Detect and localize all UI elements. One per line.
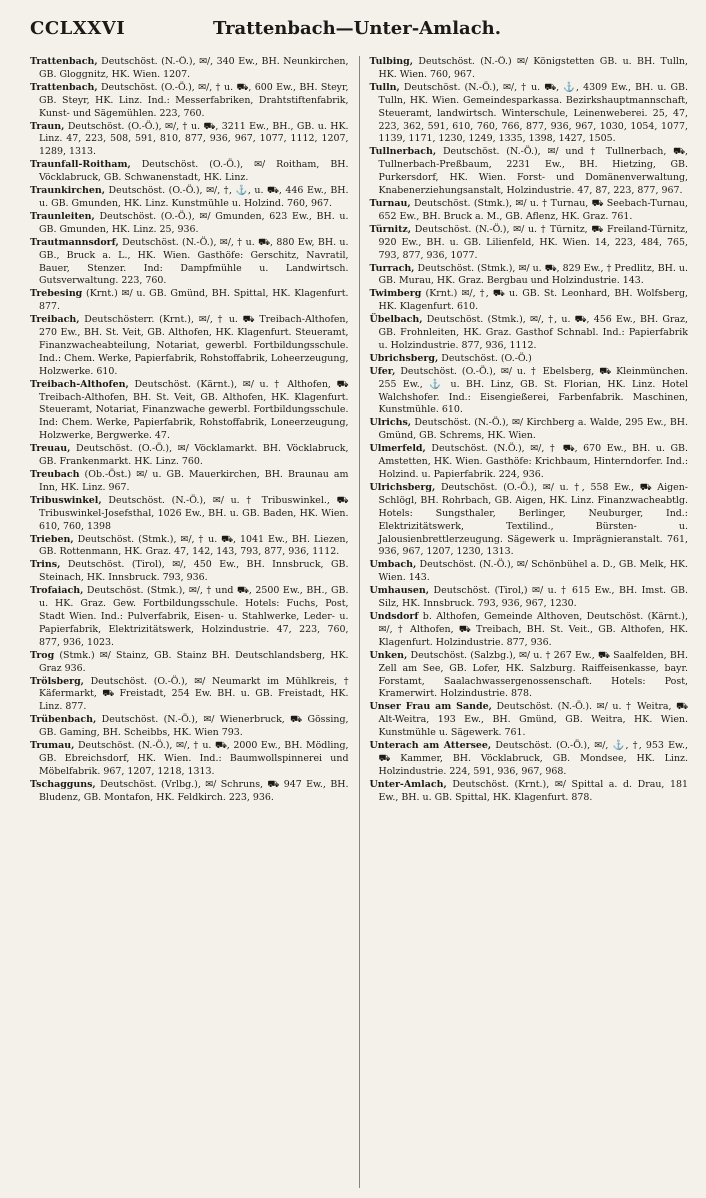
entry-headword: Ufer,: [369, 365, 396, 377]
entry-text: (Krnt.) ✉/, †, ⛟ u. GB. St. Leonhard, BH. Wolfsberg, HK. Klagenfurt. 610.: [378, 288, 688, 313]
directory-entry: [370, 353, 689, 366]
entry-headword: Tribuswinkel,: [30, 494, 102, 506]
entry-headword: Treibach-Althofen,: [30, 378, 129, 390]
entry-text: Deutschöst. (Vrlbg.), ✉/ Schruns, ⛟ 947 Ew., BH. Bludenz, GB. Montafon, HK. Feldkirch. 223, 936.: [39, 778, 349, 803]
entry-text: Deutschöst. (N.-Ö.), ✉/ und † Tullnerbach, ⛟, Tullnerbach-Preßbaum, 2231 Ew., BH. Hietzing, GB. Purkersdorf, HK. Wien. Forst- und Domänenverwaltung, Knabenerziehungsanstalt, Holzindustrie. 47, 87, 223, 877, 967.: [378, 146, 688, 197]
entry-headword: Trautmannsdorf,: [30, 236, 119, 248]
directory-entry: [30, 379, 349, 444]
entry-text: Deutschösterr. (Krnt.), ✉/, † u. ⛟ Treibach-Althofen, 270 Ew., BH. St. Veit, GB. Althofen, HK. Klagenfurt. Steueramt, Finanzwacheabteilung, Notariat, gewerbl. Fortbildungsschule. Ind.: Chem. Werke, Papierfabrik, Rohstoffabrik, Loheerzeugung, Holzwerke. 610.: [39, 314, 349, 377]
entry-text: Deutschöst. (O.-Ö.): [438, 352, 532, 364]
directory-entry: [370, 417, 689, 443]
entry-text: Deutschöst. (O.-Ö.), ✉/ Gmunden, 623 Ew., BH. u. GB. Gmunden, HK. Linz. 25, 936.: [39, 210, 349, 235]
directory-entry: [370, 740, 689, 779]
entry-headword: Traun,: [30, 120, 65, 132]
directory-entry: [370, 198, 689, 224]
directory-entry: [370, 779, 689, 805]
entry-text: Deutschöst. (N.-Ö.), ✉/ Schönbühel a. D., GB. Melk, HK. Wien. 143.: [378, 559, 688, 584]
entry-text: Deutschöst. (Tirol,) ✉/ u. † 615 Ew., BH. Imst. GB. Silz, HK. Innsbruck. 793, 936, 967, 1230.: [378, 585, 688, 610]
directory-entry: [370, 263, 689, 289]
directory-entry: [370, 611, 689, 650]
entry-text: Deutschöst. (O.-Ö.), ✉/, ⚓, †, 953 Ew., ⛟ Kammer, BH. Vöcklabruck, GB. Mondsee, HK. Linz. Holzindustrie. 224, 591, 936, 967, 968.: [378, 740, 688, 777]
directory-entry: [30, 740, 349, 779]
column-divider: [359, 56, 360, 1188]
left-column: [30, 56, 359, 1188]
entry-text: Deutschöst. (N.-Ö.), ✉/, 340 Ew., BH. Neunkirchen, GB. Gloggnitz, HK. Wien. 1207.: [39, 56, 349, 80]
directory-entry: [30, 185, 349, 211]
directory-entry: [30, 676, 349, 715]
entry-text: Deutschöst. (N.-Ö.), ✉/, † u. ⛟, 880 Ew, BH. u. GB., Bruck a. L., HK. Wien. Gasthöfe: Gerschitz, Navratil, Bauer, Stenzer. Ind: Dampfmühle u. Landwirtsch. Gutsverwaltung. 223, 760.: [39, 236, 349, 287]
entry-text: (Krnt.) ✉/ u. GB. Gmünd, BH. Spittal, HK. Klagenfurt. 877.: [39, 288, 349, 313]
directory-entry: [370, 366, 689, 418]
entry-headword: Tulln,: [369, 81, 400, 93]
entry-headword: Traunfall-Roitham,: [30, 159, 131, 171]
entry-headword: Treibach,: [30, 314, 80, 326]
entry-text: Deutschöst. (Stmk.), ✉/ u. † Turnau, ⛟ Seebach-Turnau, 652 Ew., BH. Bruck a. M., GB. Aflenz, HK. Graz. 761.: [378, 197, 688, 222]
directory-entry: [370, 559, 689, 585]
directory-entry: [30, 779, 349, 805]
directory-entry: [370, 314, 689, 353]
entry-headword: Ubrichsberg,: [369, 352, 439, 364]
directory-entry: [30, 495, 349, 534]
page-header: [30, 10, 684, 46]
entry-headword: Unken,: [369, 649, 408, 661]
entry-headword: Tschagguns,: [30, 778, 96, 790]
entry-text: Deutschöst. (Stmk.), ✉/, † und ⛟, 2500 Ew., BH., GB. u. HK. Graz. Gew. Fortbildungsschule. Hotels: Fuchs, Post, Stadt Wien. Ind.: Pulverfabrik, Eisen- u. Stahlwerke, Leder- u. Papierfabrik, Elektrizitätswerk, Holzindustrie. 47, 223, 760, 877, 936, 1023.: [39, 585, 349, 648]
entry-text: Deutschöst. (Tirol), ✉/, 450 Ew., BH. Innsbruck, GB. Steinach, HK. Innsbruck. 793, 936.: [39, 559, 349, 584]
directory-entry: [370, 650, 689, 702]
entry-headword: Treuau,: [30, 443, 71, 455]
entry-text: Deutschöst. (N.-Ö.). ✉/ u. † Weitra, ⛟ Alt-Weitra, 193 Ew., BH. Gmünd, GB. Weitra, HK. Wien. Kunstmühle u. Sägewerk. 761.: [378, 701, 688, 739]
directory-entry: [370, 56, 689, 82]
entry-headword: Trölsberg,: [30, 675, 84, 687]
entry-text: Deutschöst. (N.Ö.), ✉/, † ⛟, 670 Ew., BH. u. GB. Amstetten, HK. Wien. Gasthöfe: Krichbaum, Hinterndorfer. Ind.: Holzind. u. Papierfabrik. 224, 936.: [378, 443, 688, 480]
directory-entry: [370, 443, 689, 482]
entry-headword: Trieben,: [30, 533, 74, 545]
entry-headword: Trattenbach,: [30, 81, 98, 93]
entry-headword: Traunleiten,: [30, 210, 95, 222]
entry-text: Deutschöst. (N.-Ö.), ✉/ u. † Türnitz, ⛟ Freiland-Türnitz, 920 Ew., BH. u. GB. Lilienfeld, HK. Wien. 14, 223, 484, 765, 793, 877, 936, 1077.: [378, 223, 688, 261]
entry-headword: Trog: [30, 649, 55, 661]
entry-text: Deutschöst. (Kärnt.), ✉/ u. † Althofen, ⛟ Treibach-Althofen, BH. St. Veit, GB. Althofen, HK. Klagenfurt. Steueramt, Notariat, Finanzwache gewerbl. Fortbildungsschule. Ind: Chem. Werke, Papierfabrik, Rohstoffabrik, Loneerzeugung, Holzwerke, Bergwerke. 47.: [39, 378, 349, 442]
entry-headword: Übelbach,: [369, 314, 423, 326]
entry-headword: Tulbing,: [369, 56, 414, 67]
right-column: [360, 56, 689, 1188]
entry-text: Deutschöst. (O.-Ö.), ✉/, † u. ⛟, 600 Ew., BH. Steyr, GB. Steyr, HK. Linz. Ind.: Messerfabriken, Drahtstiftenfabrik, Kunst- und Sägemühlen. 223, 760.: [39, 81, 349, 119]
entry-text: (Ob.-Öst.) ✉/ u. GB. Mauerkirchen, BH. Braunau am Inn, HK. Linz. 967.: [39, 469, 349, 493]
directory-entry: [30, 559, 349, 585]
directory-entry: [370, 146, 689, 198]
directory-entry: [370, 82, 689, 147]
directory-entry: [370, 585, 689, 611]
entry-text: Deutschöst. (N.-Ö.) ✉/ Königstetten GB. u. BH. Tulln, HK. Wien. 760, 967.: [378, 56, 688, 80]
entry-headword: Türnitz,: [369, 223, 412, 235]
entry-headword: Umbach,: [369, 559, 417, 571]
directory-entry: [370, 701, 689, 740]
directory-entry: [30, 469, 349, 495]
directory-entry: [30, 585, 349, 650]
entry-text: Deutschöst. (Krnt.), ✉/ Spittal a. d. Drau, 181 Ew., BH. u. GB. Spittal, HK. Klagenfurt. 878.: [378, 778, 688, 803]
directory-entry: [30, 650, 349, 676]
entry-headword: Traunkirchen,: [30, 185, 106, 197]
directory-entry: [30, 288, 349, 314]
directory-entry: [370, 224, 689, 263]
entry-headword: Trumau,: [30, 740, 75, 752]
page-number: CCLXXVI: [30, 18, 126, 39]
entry-text: Deutschöst. (Stmk.), ✉/ u. ⛟, 829 Ew., † Predlitz, BH. u. GB. Murau, HK. Graz. Bergbau und Holzindustrie. 143.: [378, 262, 688, 287]
directory-entry: [370, 288, 689, 314]
entry-headword: Umhausen,: [369, 585, 430, 597]
directory-entry: [370, 482, 689, 559]
entry-text: Deutschöst. (Salzbg.), ✉/ u. † 267 Ew., ⛟ Saalfelden, BH. Zell am See, GB. Lofer, HK. Salzburg. Raiffeisenkasse, bayr. Forstamt, Saalachwassergenossenschaft. Hotels: Post, Kramerwirt. Holzindustrie. 878.: [378, 649, 688, 700]
directory-entry: [30, 211, 349, 237]
directory-entry: [30, 714, 349, 740]
entry-text: (Stmk.) ✉/ Stainz, GB. Stainz BH. Deutschlandsberg, HK. Graz 936.: [39, 649, 349, 674]
directory-entry: [30, 443, 349, 469]
entry-text: Deutschöst. (O.-Ö.), ✉/ Roitham, BH. Vöcklabruck, GB. Schwanenstadt, HK. Linz.: [39, 159, 349, 184]
directory-entry: [30, 56, 349, 82]
entry-headword: Turnau,: [369, 197, 411, 209]
entry-headword: Ulrichs,: [369, 417, 412, 429]
columns: [30, 56, 688, 1188]
entry-headword: Trofaiach,: [30, 585, 84, 597]
entry-headword: Twimberg: [369, 288, 422, 300]
entry-headword: Unter-Amlach,: [369, 778, 447, 790]
entry-headword: Unterach am Attersee,: [369, 740, 492, 752]
entry-headword: Undsdorf: [369, 610, 419, 622]
entry-headword: Treubach: [30, 469, 80, 480]
directory-entry: [30, 82, 349, 121]
entry-headword: Turrach,: [369, 262, 415, 274]
directory-entry: [30, 314, 349, 379]
entry-text: Deutschöst. (N.-Ö.), ✉/ Wienerbruck, ⛟ Gössing, GB. Gaming, BH. Scheibbs, HK. Wien 793.: [39, 714, 349, 739]
entry-text: Deutschöst. (O.-Ö.), ✉/ u. †, 558 Ew., ⛟ Aigen-Schlögl, BH. Rohrbach, GB. Aigen, HK. Linz. Finanzwacheabtlg. Hotels: Sungsthaler, Berlinger, Neuburger, Ind.: Elektrizitätswerk, Textilind., Bürsten- u. Jalousienbrettlerzeugung. Sägewerk u. Imprägnieranstalt. 761, 936, 967, 1207, 1230, 1313.: [378, 481, 688, 558]
entry-text: Deutschöst. (O.-Ö.), ✉/ u. † Ebelsberg, ⛟ Kleinmünchen. 255 Ew., ⚓ u. BH. Linz, GB. St. Florian, HK. Linz. Hotel Walchshofer. Ind.: Eisengießerei, Farbenfabrik. Maschinen, Kunstmühle. 610.: [378, 365, 688, 416]
entry-text: Deutschöst. (N.-Ö.), ✉/, † u. ⛟, 2000 Ew., BH. Mödling, GB. Ebreichsdorf, HK. Wien. Ind.: Baumwollspinnerei und Möbelfabrik. 967, 1207, 1218, 1313.: [39, 740, 349, 777]
entry-headword: Unser Frau am Sande,: [369, 701, 492, 713]
entry-text: Deutschöst. (N.-Ö.), ✉/ Kirchberg a. Walde, 295 Ew., BH. Gmünd, GB. Schrems, HK. Wien.: [378, 417, 688, 442]
entry-headword: Trattenbach,: [30, 56, 98, 67]
directory-entry: [30, 159, 349, 185]
entry-headword: Tullnerbach,: [369, 146, 437, 158]
directory-entry: [30, 237, 349, 289]
entry-text: b. Althofen, Gemeinde Althoven, Deutschöst. (Kärnt.), ✉/, † Althofen, ⛟ Treibach, BH. St. Veit., GB. Althofen, HK. Klagenfurt. Holzindustrie. 877, 936.: [378, 610, 688, 648]
entry-text: Deutschöst. (Stmk.), ✉/, †, u. ⛟, 456 Ew., BH. Graz, GB. Frohnleiten, HK. Graz. Gasthof Schnabl. Ind.: Papierfabrik u. Holzindustrie. 877, 936, 1112.: [378, 314, 688, 351]
entry-text: Deutschöst. (Stmk.), ✉/, † u. ⛟, 1041 Ew., BH. Liezen, GB. Rottenmann, HK. Graz. 47, 142, 143, 793, 877, 936, 1112.: [39, 533, 349, 558]
entry-headword: Ulrichsberg,: [369, 481, 436, 493]
entry-text: Deutschöst. (O.-Ö.), ✉/, † u. ⛟, 3211 Ew., BH., GB. u. HK. Linz. 47, 223, 508, 591, 810, 877, 936, 967, 1077, 1112, 1207, 1289, 1313.: [39, 120, 349, 158]
entry-headword: Trübenbach,: [30, 714, 97, 726]
directory-entry: [30, 534, 349, 560]
entry-text: Deutschöst. (N.-Ö.), ✉/, † u. ⛟, ⚓, 4309 Ew., BH. u. GB. Tulln, HK. Wien. Gemeindesparkassa. Bezirkshauptmannschaft, Steueramt, landwirtsch. Winterschule, Leinenweberei. 25, 47, 223, 362, 591, 610, 760, 766, 877, 936, 967, 1030, 1054, 1077, 1139, 1171, 1230, 1249, 1335, 1398, 1427, 1505.: [378, 81, 688, 145]
entry-text: Deutschöst. (N.-Ö.), ✉/ u. † Tribuswinkel., ⛟ Tribuswinkel-Josefsthal, 1026 Ew., BH. u. GB. Baden, HK. Wien. 610, 760, 1398: [39, 494, 349, 532]
page-title: Trattenbach—Unter-Amlach.: [212, 18, 502, 39]
entry-text: Deutschöst. (O.-Ö.), ✉/, †, ⚓, u. ⛟, 446 Ew., BH. u. GB. Gmunden, HK. Linz. Kunstmühle u. Holzind. 760, 967.: [39, 185, 349, 209]
directory-entry: [30, 121, 349, 160]
entry-headword: Trebesing: [30, 288, 83, 300]
entry-text: Deutschöst. (O.-Ö.), ✉/ Vöcklamarkt. BH. Vöcklabruck, GB. Frankenmarkt. HK. Linz. 760.: [39, 443, 349, 468]
entry-headword: Ulmerfeld,: [369, 443, 426, 455]
entry-text: Deutschöst. (O.-Ö.), ✉/ Neumarkt im Mühlkreis, † Käfermarkt, ⛟ Freistadt, 254 Ew. BH. u. GB. Freistadt, HK. Linz. 877.: [39, 675, 349, 713]
entry-headword: Trins,: [30, 559, 61, 571]
